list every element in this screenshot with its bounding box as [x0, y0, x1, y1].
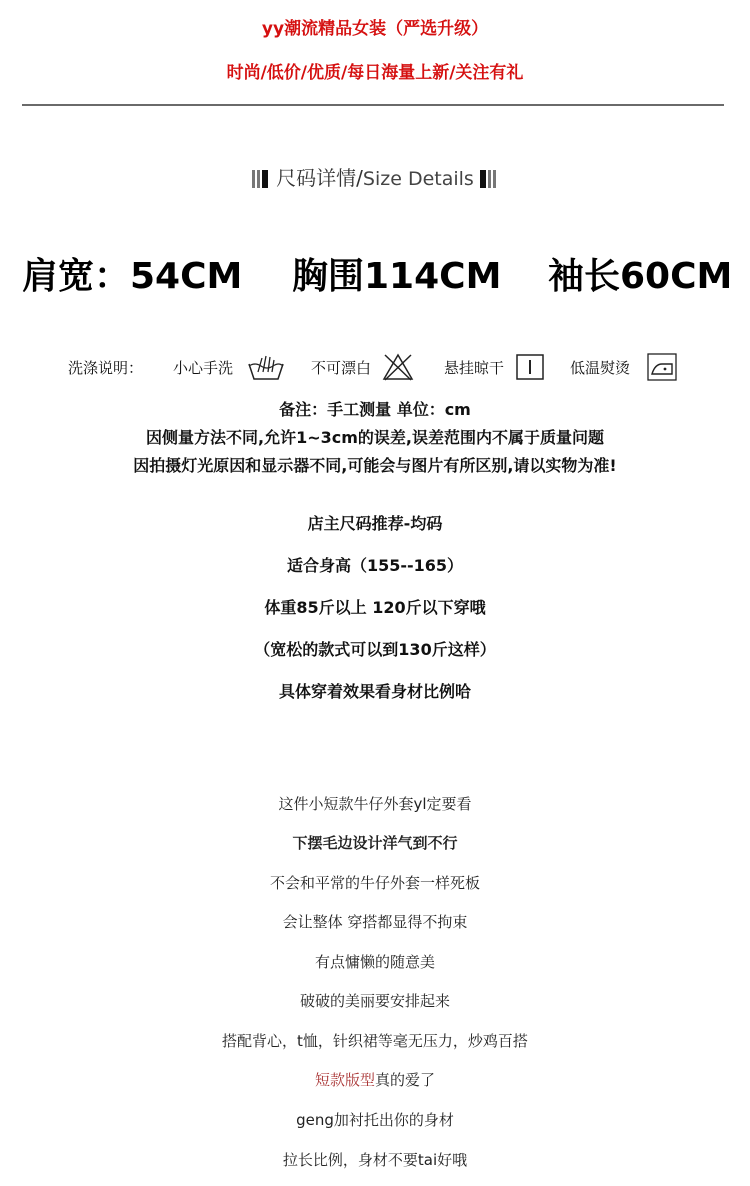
left-bars-icon [252, 169, 270, 193]
desc-highlight: 短款版型 [314, 1071, 375, 1089]
note-measure: 备注：手工测量 单位：cm [279, 400, 471, 419]
desc-line-4: 会让整体 穿搭都显得不拘束 [282, 913, 468, 931]
care-label: 洗涤说明： [68, 359, 144, 377]
desc-line-2: 下摆毛边设计洋气到不行 [292, 834, 458, 852]
chest-size: 胸围114CM [292, 256, 502, 297]
rec-height: 适合身高（155--165） [286, 556, 464, 575]
desc-line-8 [0, 1069, 750, 1090]
desc-line-1: 这件小短款牛仔外套yl定要看 [278, 795, 472, 813]
desc-line-10: 拉长比例，身材不要tai好哦 [282, 1151, 468, 1169]
care-item-no-bleach: 不可漂白 [311, 359, 372, 377]
care-instructions [0, 350, 750, 384]
shoulder-width: 肩宽：54CM [22, 256, 243, 297]
care-item-hang-dry: 悬挂晾干 [444, 359, 505, 377]
header-line-1: yy潮流精品女装（严选升级） [261, 19, 489, 39]
rec-effect: 具体穿着效果看身材比例哈 [278, 682, 471, 701]
size-title-en: Size Details [362, 168, 474, 190]
rec-size: 店主尺码推荐-均码 [307, 514, 443, 533]
desc-line-8-rest: 真的爱了 [375, 1071, 436, 1089]
care-item-low-iron: 低温熨烫 [570, 359, 631, 377]
no-bleach-icon [382, 352, 414, 382]
header-line-2: 时尚/低价/优质/每日海量上新/关注有礼 [226, 63, 524, 83]
right-bars-icon [480, 169, 498, 193]
desc-line-3: 不会和平常的牛仔外套一样死板 [269, 874, 480, 892]
care-item-hand-wash: 小心手洗 [173, 359, 234, 377]
hand-wash-icon [246, 352, 286, 382]
desc-line-7: 搭配背心，t恤，针织裙等毫无压力，炒鸡百搭 [222, 1032, 528, 1050]
size-details-title [0, 162, 750, 193]
desc-line-9: geng加衬托出你的身材 [296, 1111, 454, 1129]
rec-weight: 体重85斤以上 120斤以下穿哦 [264, 598, 486, 617]
rec-loose: （宽松的款式可以到130斤这样） [254, 640, 496, 659]
note-error: 因侧量方法不同,允许1~3cm的误差,误差范围内不属于质量问题 [146, 428, 604, 447]
desc-line-6: 破破的美丽要安排起来 [299, 992, 450, 1010]
low-iron-icon [646, 352, 678, 382]
sleeve-length: 袖长60CM [548, 256, 733, 297]
desc-line-5: 有点慵懒的随意美 [314, 953, 435, 971]
divider [22, 104, 724, 106]
hang-dry-icon [514, 352, 546, 382]
size-title-cn: 尺码详情/ [276, 166, 363, 190]
note-photo: 因拍摄灯光原因和显示器不同,可能会与图片有所区别,请以实物为准! [133, 456, 617, 475]
